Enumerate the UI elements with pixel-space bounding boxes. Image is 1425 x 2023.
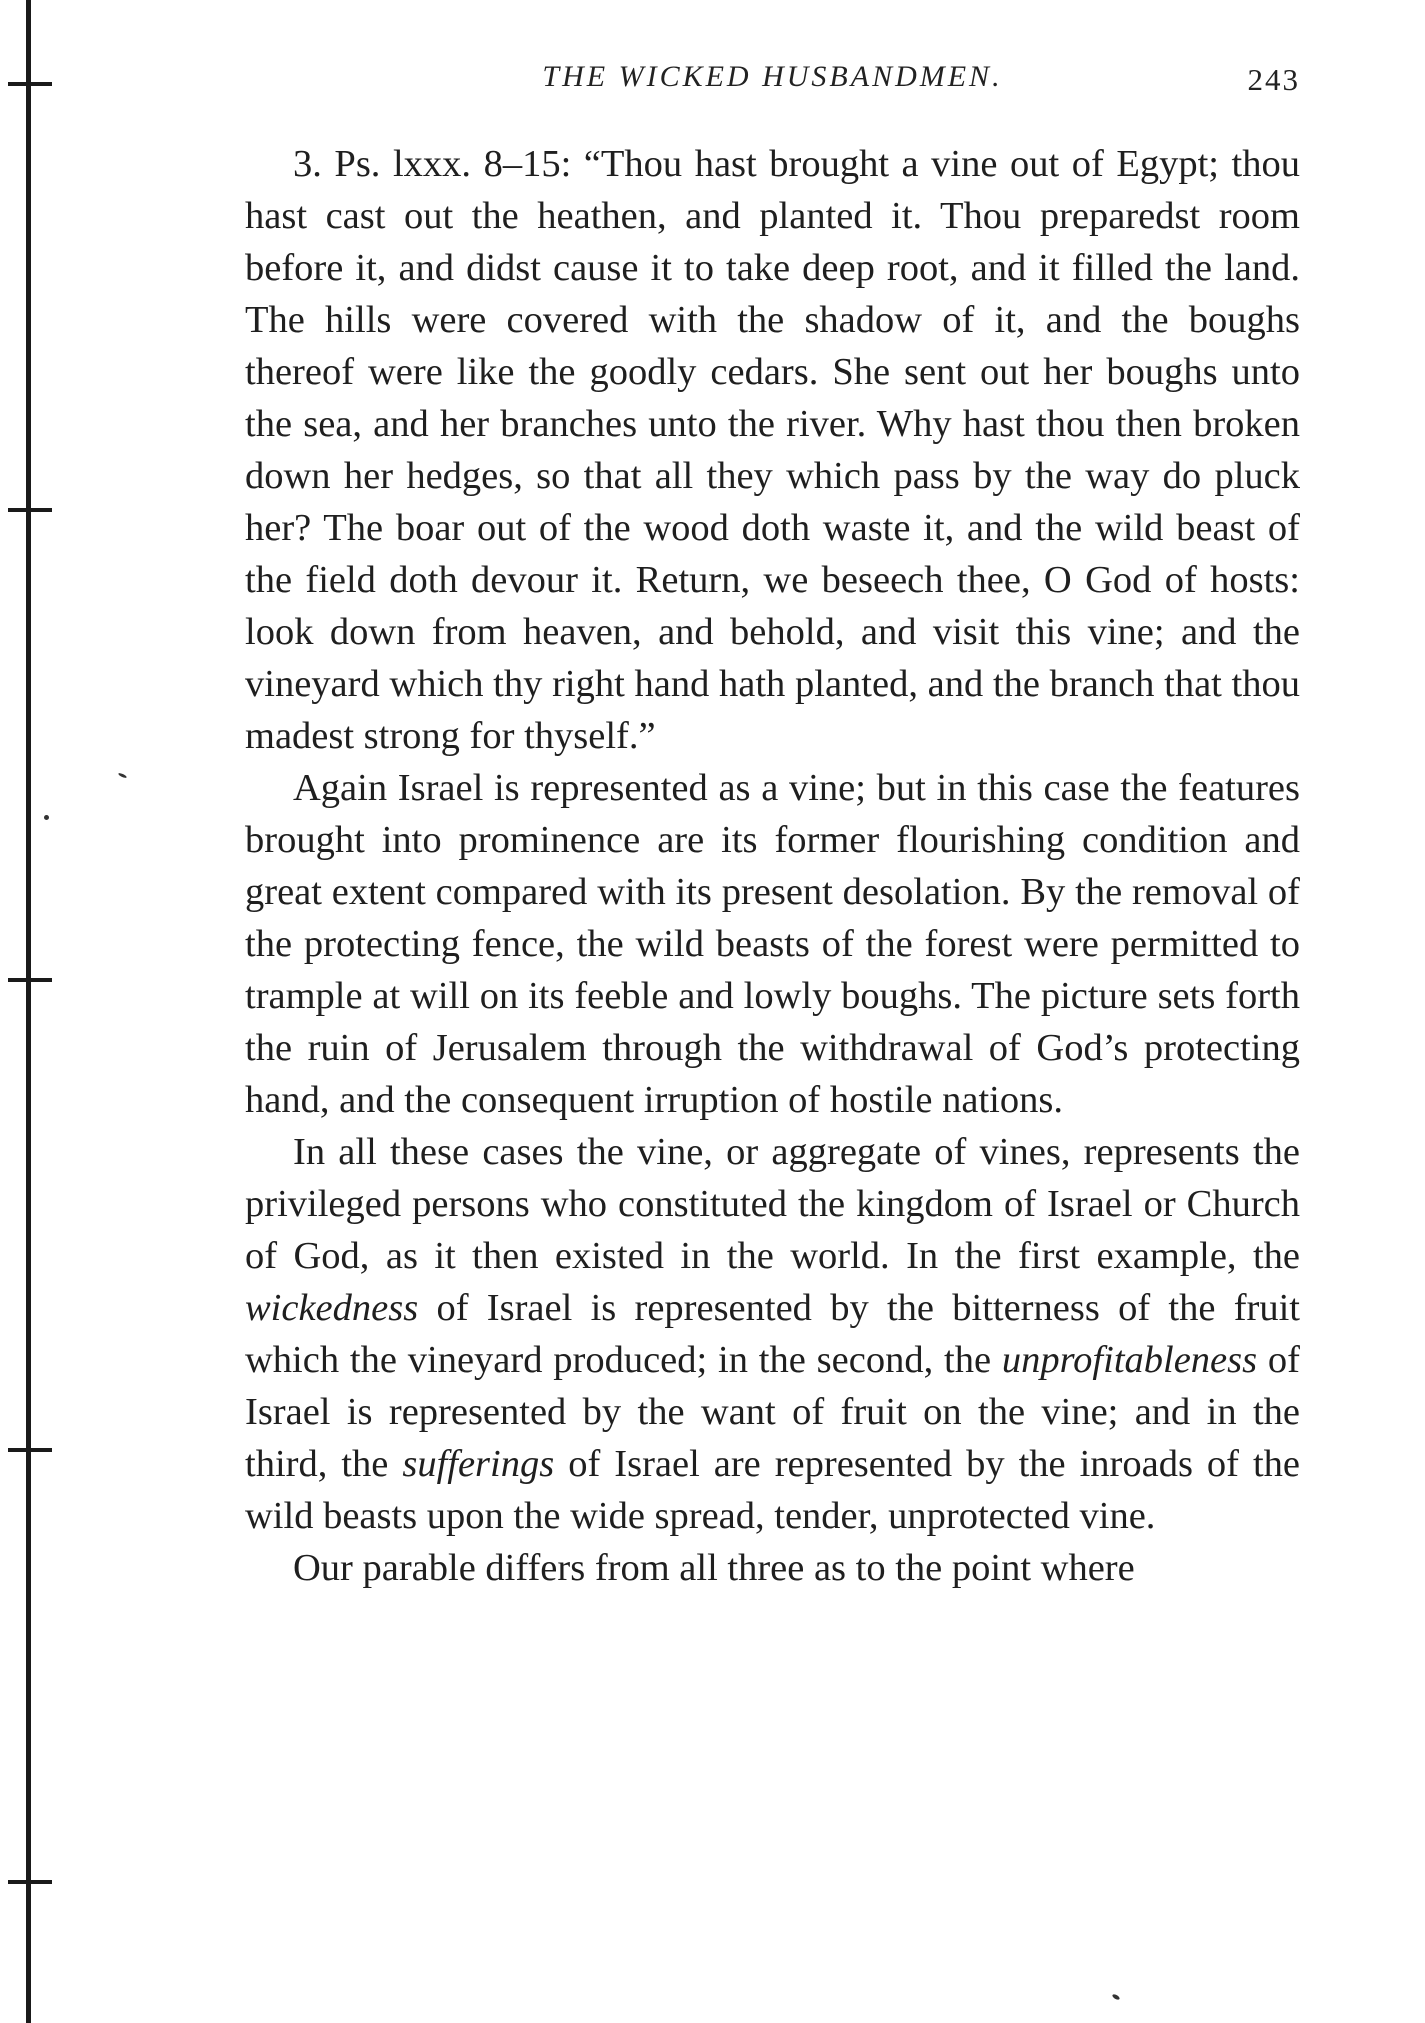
running-title: THE WICKED HUSBANDMEN.: [542, 60, 1003, 93]
paragraph-text: of Israel is represented by the bitterness of the fruit which the vineyard produced; in the second, the: [245, 1287, 1300, 1381]
binding-tick: [8, 1448, 52, 1452]
body-paragraph: [245, 1542, 1300, 1594]
book-page: [245, 60, 1300, 1594]
body-paragraph: [245, 1126, 1300, 1542]
binding-tick: [8, 978, 52, 982]
page-number: 243: [1247, 62, 1300, 97]
paragraph-text: Again Israel is represented as a vine; but in this case the features brought into prominence are its former flourishing condition and great extent compared with its present desolation. By the removal of the protecting fence, the wild beasts of the forest were permitted to trample at will on its feeble and lowly boughs. The picture sets forth the ruin of Jerusalem through the withdrawal of God’s protecting hand, and the consequent irruption of hostile nations.: [245, 767, 1300, 1121]
binding-tick: [8, 508, 52, 512]
body-paragraph: [245, 762, 1300, 1126]
scan-speck: [1112, 1993, 1121, 2000]
scan-speck: [118, 772, 127, 779]
paragraph-text: of Israel is represented by the want of fruit on the vine; and in the third, the: [245, 1339, 1300, 1485]
emphasis-text: sufferings: [402, 1443, 555, 1485]
scripture-quotation: [245, 138, 1300, 762]
emphasis-text: wickedness: [245, 1287, 419, 1329]
page-header: [245, 60, 1300, 116]
binding-tick: [8, 1880, 52, 1884]
binding-tick: [8, 82, 52, 86]
paragraph-text: 3. Ps. lxxx. 8–15: “Thou hast brought a vine out of Egypt; thou hast cast out the heathen, and planted it. Thou preparedst room before it, and didst cause it to take deep root, and it filled the land. The hills were covered with the shadow of it, and the boughs thereof were like the goodly cedars. She sent out her boughs unto the sea, and her branches unto the river. Why hast thou then broken down her hedges, so that all they which pass by the way do pluck her? The boar out of the wood doth waste it, and the wild beast of the field doth devour it. Return, we beseech thee, O God of hosts: look down from heaven, and behold, and visit this vine; and the vineyard which thy right hand hath planted, and the branch that thou madest strong for thyself.”: [245, 143, 1300, 757]
paragraph-text: Our parable differs from all three as to the point where: [293, 1547, 1135, 1589]
binding-edge: [26, 0, 31, 2023]
paragraph-text: In all these cases the vine, or aggregate of vines, represents the privileged persons who constituted the kingdom of Israel or Church of God, as it then existed in the world. In the first example, the: [245, 1131, 1300, 1277]
emphasis-text: unprofitableness: [1001, 1339, 1258, 1381]
paragraph-text: of Israel are represented by the inroads of the wild beasts upon the wide spread, tender, unprotected vine.: [245, 1443, 1301, 1537]
scan-speck: [44, 815, 49, 820]
